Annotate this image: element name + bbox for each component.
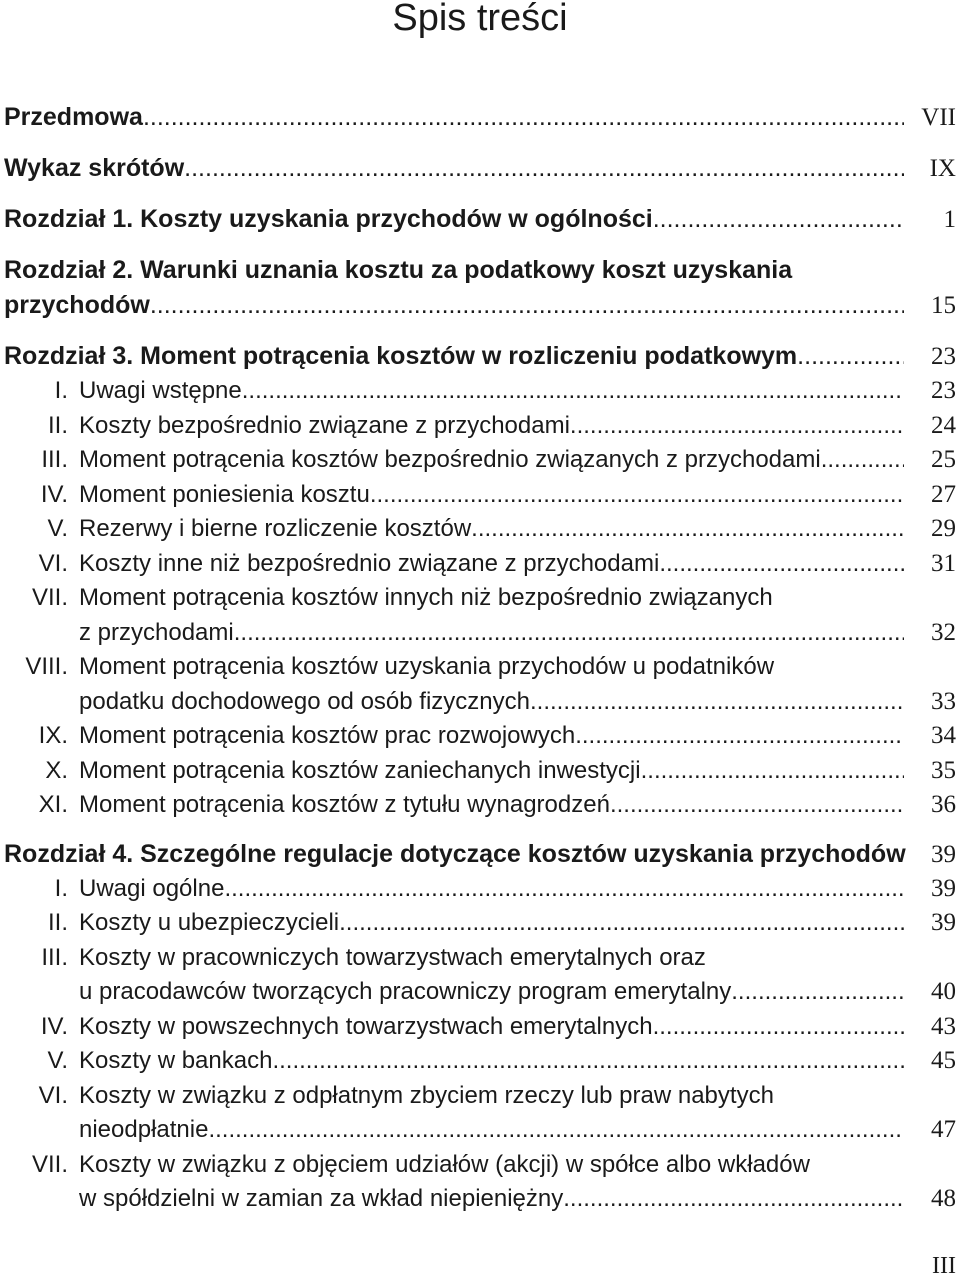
toc-entry-line: Moment potrącenia kosztów innych niż bezpośrednio związanych [79,584,773,611]
toc-entry-text [4,202,960,237]
toc-chapter-entry[interactable] [4,202,960,237]
toc-entry-last-line [79,443,904,478]
toc-entry-text [68,872,960,907]
toc-entry-last-line [79,975,904,1010]
toc-entry-last-line [79,685,904,720]
toc-entry-text [68,906,960,941]
toc-chapter-entry[interactable] [4,100,960,135]
dot-leader [530,685,904,720]
toc-page-number: 47 [931,1116,956,1143]
toc-page-number: 39 [931,874,956,902]
toc-entry-line: podatku dochodowego od osób fizycznych [79,687,530,715]
toc-entry-text [68,1044,960,1079]
dot-leader [370,478,904,513]
toc-entry-text [68,754,960,789]
dot-leader [242,374,904,409]
toc-page-number: 39 [931,909,956,936]
toc-entry-text [68,1010,960,1045]
toc-section-entry[interactable] [4,906,960,941]
toc-section-entry[interactable] [4,872,960,907]
dot-leader [641,754,904,789]
toc-section-entry[interactable] [4,1148,960,1217]
toc-entry-text [4,339,960,374]
dot-leader [184,151,904,186]
toc-entry-last-line [79,374,904,409]
toc-page-number: 39 [931,840,956,868]
dot-leader [272,1044,904,1079]
toc-entry-last-line [79,478,904,513]
toc-section-entry[interactable] [4,547,960,582]
toc-entry-text [68,941,960,1010]
toc-entry-text [68,719,960,754]
toc-section-entry[interactable] [4,754,960,789]
toc-entry-last-line [79,719,904,754]
toc-entry-last-line [79,547,904,582]
toc-entry-line: Koszty w związku z odpłatnym zbyciem rzeczy lub praw nabytych [79,1081,774,1109]
toc-section-entry[interactable] [4,650,960,719]
dot-leader [208,1113,904,1148]
toc-page-number: 43 [931,1012,956,1040]
toc-entry-line: Rozdział 4. Szczególne regulacje dotyczące kosztów uzyskania przychodów [4,839,906,868]
toc-spacer [4,823,960,837]
dot-leader [653,1010,904,1045]
dot-leader [659,547,904,582]
toc-entry-line: Rozdział 3. Moment potrącenia kosztów w rozliczeniu podatkowym [4,342,798,370]
toc-entry-number: VI. [38,1081,68,1109]
toc-entry-text [68,478,960,513]
table-of-contents [4,100,960,1217]
toc-chapter-entry[interactable] [4,151,960,186]
toc-page-number: 25 [931,446,956,473]
toc-entry-line: w spółdzielni w zamian za wkład niepieniężny [79,1185,564,1212]
toc-section-entry[interactable] [4,719,960,754]
toc-entry-number: V. [47,515,68,542]
toc-entry-text [68,650,960,719]
toc-entry-last-line [79,1113,904,1148]
toc-entry-text [4,837,960,872]
toc-section-entry[interactable] [4,1079,960,1148]
toc-entry-last-line [4,202,904,237]
toc-section-entry[interactable] [4,374,960,409]
toc-entry-last-line [4,100,904,135]
toc-entry-number: I. [54,377,68,404]
toc-entry-line: Koszty w pracowniczych towarzystwach emerytalnych oraz [79,943,706,971]
toc-entry-last-line [79,788,904,823]
toc-entry-number: VII. [31,1150,68,1178]
toc-entry-last-line [79,616,904,651]
toc-section-entry[interactable] [4,788,960,823]
toc-entry-number: X. [45,756,68,784]
dot-leader [731,975,904,1010]
toc-section-entry[interactable] [4,941,960,1010]
toc-entry-line: u pracodawców tworzących pracowniczy program emerytalny [79,978,732,1005]
toc-entry-text [68,547,960,582]
toc-page-number: 48 [931,1185,956,1212]
toc-entry-line: Koszty w związku z objęciem udziałów (akcji) w spółce albo wkładów [79,1150,810,1178]
toc-entry-number: VII. [31,584,68,611]
toc-entry-number: III. [41,446,68,473]
toc-entry-number: IV. [40,1012,68,1040]
toc-entry-line: Moment potrącenia kosztów zaniechanych inwestycji [79,756,641,784]
dot-leader [570,409,904,444]
toc-section-entry[interactable] [4,581,960,650]
toc-entry-last-line [79,512,904,547]
toc-entry-number: IX. [38,722,68,749]
toc-entry-line: Moment potrącenia kosztów bezpośrednio związanych z przychodami [79,446,821,473]
toc-entry-last-line [4,288,904,323]
toc-page-number: 1 [943,206,956,233]
toc-entry-line: Rezerwy i bierne rozliczenie kosztów [79,515,472,542]
toc-section-entry[interactable] [4,443,960,478]
toc-entry-text [68,581,960,650]
toc-page-number: 45 [931,1047,956,1074]
dot-leader [471,512,904,547]
toc-entry-line: nieodpłatnie [79,1116,209,1143]
toc-entry-text [68,443,960,478]
toc-page-number: 27 [931,480,956,508]
toc-entry-last-line [79,1010,904,1045]
toc-entry-line: Rozdział 1. Koszty uzyskania przychodów w ogólności [4,205,653,233]
toc-entry-number: IV. [40,480,68,508]
toc-entry-line: Koszty inne niż bezpośrednio związane z przychodami [79,549,660,577]
dot-leader [797,339,904,374]
toc-entry-text [68,409,960,444]
toc-page-number: 36 [931,791,956,818]
toc-page-number: 31 [931,549,956,577]
dot-leader [234,616,904,651]
toc-entry-number: VI. [38,549,68,577]
toc-spacer [4,135,960,151]
toc-entry-text [68,1148,960,1217]
toc-entry-number: I. [54,874,68,902]
toc-page-number: 40 [931,978,956,1005]
toc-entry-text [68,1079,960,1148]
toc-entry-last-line [79,872,904,907]
toc-spacer [4,186,960,202]
toc-page-number: 15 [931,292,956,319]
toc-entry-last-line [79,1044,904,1079]
toc-page-number: 32 [931,618,956,646]
dot-leader [653,202,904,237]
toc-entry-line: Wykaz skrótów [4,154,185,182]
toc-entry-line: Moment potrącenia kosztów z tytułu wynagrodzeń [79,791,610,818]
toc-spacer [4,237,960,253]
toc-spacer [4,323,960,339]
toc-entry-last-line [4,339,904,374]
toc-entry-last-line [4,151,904,186]
toc-chapter-entry[interactable] [4,253,960,323]
toc-entry-number: V. [47,1047,68,1074]
toc-page-number: VII [921,104,956,131]
toc-entry-last-line [79,906,904,941]
dot-leader [339,906,904,941]
toc-entry-text [68,374,960,409]
toc-entry-number: VIII. [25,653,68,680]
toc-entry-last-line [79,754,904,789]
toc-entry-line: Koszty bezpośrednio związane z przychodami [79,411,570,439]
toc-section-entry[interactable] [4,512,960,547]
toc-page-number: IX [929,155,956,182]
toc-page-number: 33 [931,687,956,715]
dot-leader [563,1182,904,1217]
toc-section-entry[interactable] [4,478,960,513]
toc-page-number: 35 [931,756,956,784]
toc-entry-line: z przychodami [79,618,234,646]
toc-entry-line: Koszty w bankach [79,1047,273,1074]
dot-leader [575,719,904,754]
toc-entry-line: Koszty u ubezpieczycieli [79,909,340,936]
toc-section-entry[interactable] [4,1010,960,1045]
toc-page-number: 34 [931,722,956,749]
toc-entry-line: przychodów [4,291,150,319]
toc-entry-number: XI. [38,791,68,818]
toc-section-entry[interactable] [4,409,960,444]
toc-entry-line: Koszty w powszechnych towarzystwach emerytalnych [79,1012,653,1040]
dot-leader [224,872,904,907]
toc-entry-text [4,100,960,135]
toc-entry-last-line [79,409,904,444]
toc-entry-text [68,512,960,547]
page-title: Spis treści [392,0,568,39]
dot-leader [610,788,904,823]
toc-section-entry[interactable] [4,1044,960,1079]
toc-entry-text [4,253,960,323]
toc-chapter-entry[interactable] [4,339,960,374]
dot-leader [821,443,904,478]
toc-entry-line: Moment poniesienia kosztu [79,480,370,508]
toc-entry-number: II. [47,411,68,439]
toc-entry-text [4,151,960,186]
page-folio: III [932,1253,956,1279]
toc-entry-line: Przedmowa [4,103,143,131]
toc-entry-line: Rozdział 2. Warunki uznania kosztu za podatkowy koszt uzyskania [4,256,793,284]
toc-page-number: 23 [931,343,956,370]
toc-entry-last-line [4,837,904,872]
toc-entry-text [68,788,960,823]
toc-entry-line: Moment potrącenia kosztów prac rozwojowych [79,722,576,749]
dot-leader [150,288,904,323]
toc-entry-line: Uwagi ogólne [79,874,225,902]
toc-page-number: 29 [931,515,956,542]
dot-leader [143,100,904,135]
toc-entry-line: Uwagi wstępne [79,377,242,404]
toc-entry-last-line [79,1182,904,1217]
toc-chapter-entry[interactable] [4,837,960,872]
toc-page-number: 23 [931,377,956,404]
toc-entry-number: III. [41,943,68,971]
toc-entry-number: II. [47,909,68,936]
toc-page-number: 24 [931,411,956,439]
toc-entry-line: Moment potrącenia kosztów uzyskania przychodów u podatników [79,653,775,680]
